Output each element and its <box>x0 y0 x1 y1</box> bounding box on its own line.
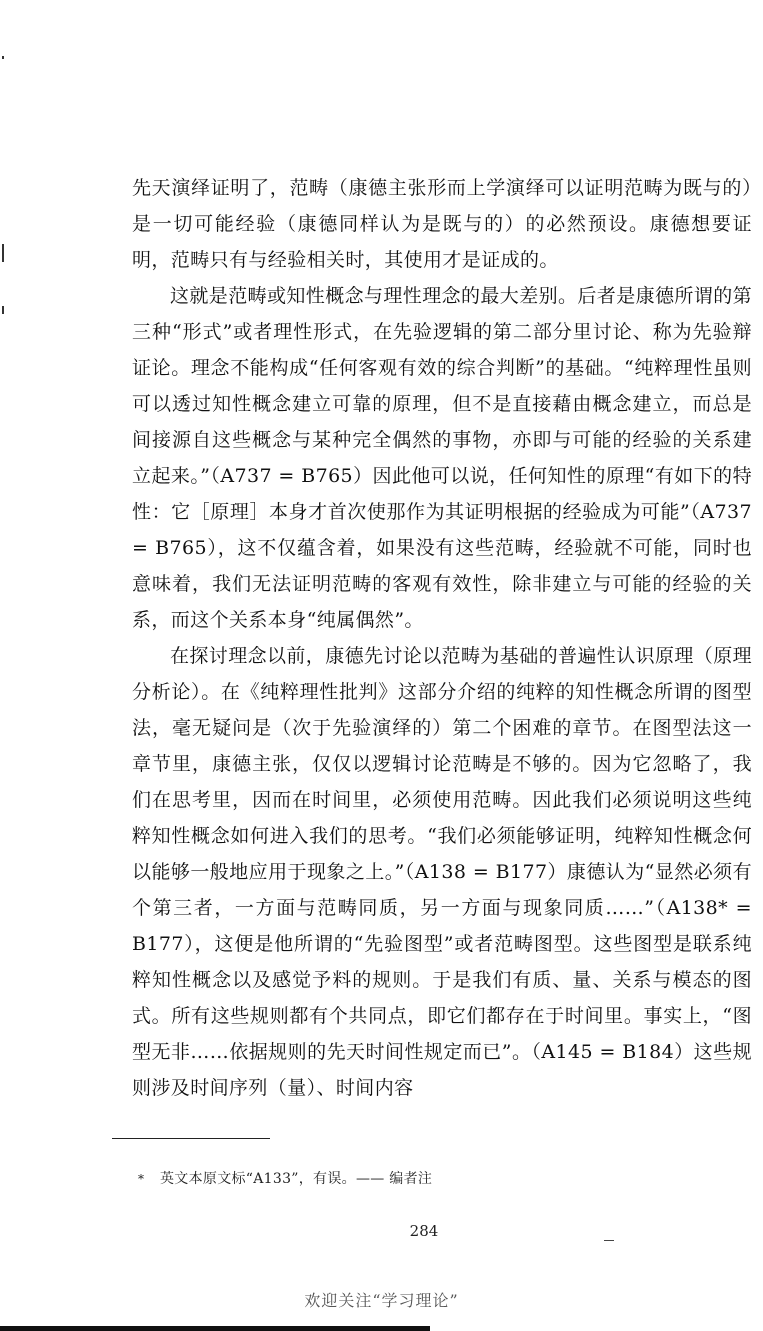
scan-edge-mark <box>2 56 4 59</box>
footnote-text: 英文本原文标“A133”，有误。—— 编者注 <box>160 1171 433 1187</box>
scan-dash-mark <box>604 1240 614 1241</box>
watermark-text: 欢迎关注“学习理论” <box>304 1291 459 1310</box>
paragraph: 这就是范畴或知性概念与理性理念的最大差别。后者是康德所谓的第三种“形式”或者理性形式，在先验逻辑的第二部分里讨论、称为先验辩证论。理念不能构成“任何客观有效的综合判断”的基础。“纯粹理性虽则可以透过知性概念建立可靠的原理，但不是直接藉由概念建立，而总是间接源自这些概念与某种完全偶然的事物，亦即与可能的经验的关系建立起来。”（A737 = B765）因此他可以说，任何知性的原理“有如下的特性：它［原理］本身才首次使那作为其证明根据的经验成为可能”（A737 = B765），这不仅蕴含着，如果没有这些范畴，经验就不可能，同时也意味着，我们无法证明范畴的客观有效性，除非建立与可能的经验的关系，而这个关系本身“纯属偶然”。 <box>132 285 753 631</box>
footnote-mark: * <box>138 1172 145 1186</box>
scan-edge-mark <box>2 244 4 262</box>
page-number: 284 <box>409 1222 439 1240</box>
scan-bottom-edge <box>0 1326 430 1331</box>
scan-edge-mark <box>2 306 4 314</box>
paragraph: 先天演绎证明了，范畴（康德主张形而上学演绎可以证明范畴为既与的）是一切可能经验（康德同样认为是既与的）的必然预设。康德想要证明，范畴只有与经验相关时，其使用才是证成的。 <box>132 177 752 271</box>
paragraph: 在探讨理念以前，康德先讨论以范畴为基础的普遍性认识原理（原理分析论）。在《纯粹理性批判》这部分介绍的纯粹的知性概念所谓的图型法，毫无疑问是（次于先验演绎的）第二个困难的章节。在图型法这一章节里，康德主张，仅仅以逻辑讨论范畴是不够的。因为它忽略了，我们在思考里，因而在时间里，必须使用范畴。因此我们必须说明这些纯粹知性概念如何进入我们的思考。“我们必须能够证明，纯粹知性概念何以能够一般地应用于现象之上。”（A138 = B177）康德认为“显然必须有个第三者，一方面与范畴同质，另一方面与现象同质……”（A138* = B177），这便是他所谓的“先验图型”或者范畴图型。这些图型是联系纯粹知性概念以及感觉予料的规则。于是我们有质、量、关系与模态的图式。所有这些规则都有个共同点，即它们都存在于时间里。事实上，“图型无非……依据规则的先天时间性规定而已”。（A145 = B184）这些规则涉及时间序列（量）、时间内容 <box>132 645 753 1099</box>
footnote <box>138 1168 432 1188</box>
body-text <box>132 170 752 1106</box>
footnote-divider <box>112 1138 270 1139</box>
